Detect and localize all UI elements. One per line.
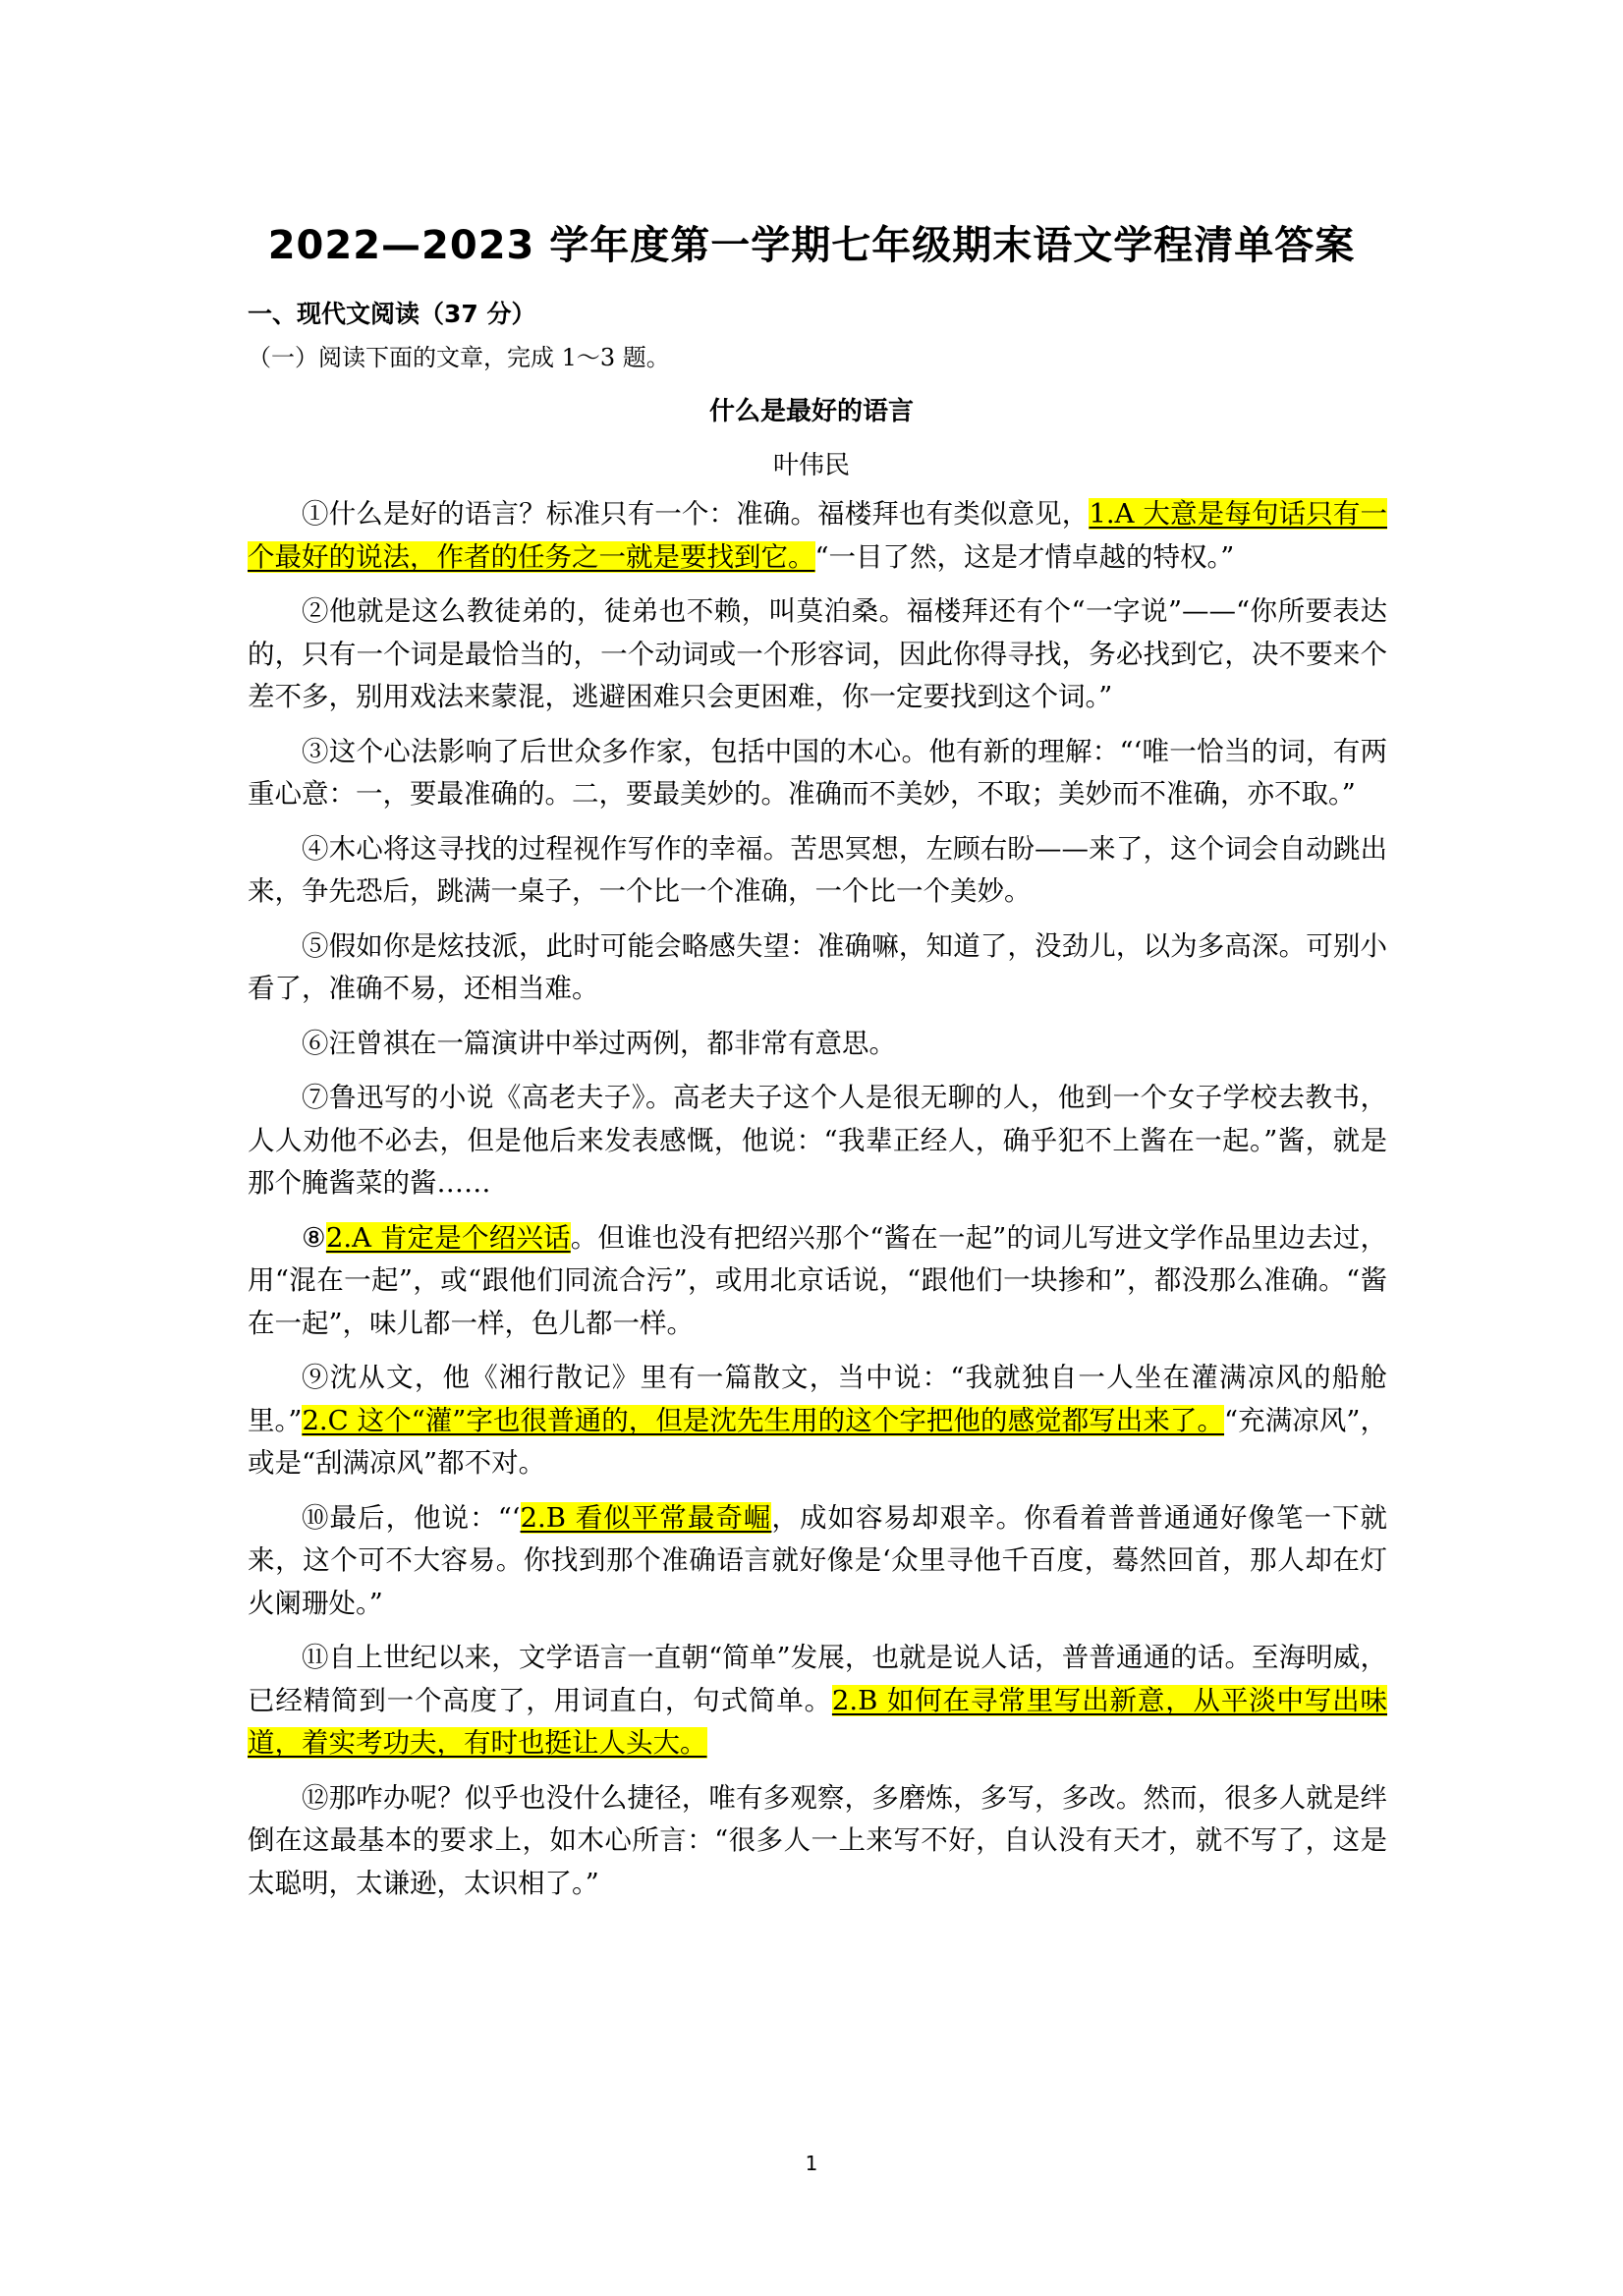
paragraph-text: ，成如容易却艰辛。你看着普普通通好像笔一下就来，这个可不大容易。你找到那个准确语言就好像是‘众里寻他千百度，蓦然回首，那人却在灯火阑珊处。” [248,1501,1388,1619]
paragraph [248,493,1387,579]
paragraph-text: ②他就是这么教徒弟的，徒弟也不赖，叫莫泊桑。福楼拜还有个“一字说”——“你所要表达的，只有一个词是最恰当的，一个动词或一个形容词，因此你得寻找，务必找到它，决不要来个差不多，别用戏法来蒙混，逃避困难只会更困难，你一定要找到这个词。” [248,595,1387,712]
paragraph-text: ⑪自上世纪以来，文学语言一直朝“简单”发展，也就是说人话，普普通通的话。至海明威，已经精简到一个高度了，用词直白，句式简单。 [248,1642,1387,1716]
article-author: 叶伟民 [772,451,850,480]
answer-highlight: 2.C 这个“灌”字也很普通的，但是沈先生用的这个字把他的感觉都写出来了。 [302,1404,1225,1436]
section-heading: 一、现代文阅读（37 分） [248,300,536,328]
paragraph-text: ③这个心法影响了后世众多作家，包括中国的木心。他有新的理解：“‘唯一恰当的词，有两重心意：一，要最准确的。二，要最美妙的。准确而不美妙，不取；美妙而不准确，亦不取。” [248,735,1387,810]
paragraph [248,1497,1387,1626]
paragraph [248,1217,1387,1346]
paragraph [248,731,1387,816]
answer-highlight: 1.A 大意是每句话只有一个最好的说法，作者的任务之一就是要找到它。 [248,498,1387,573]
paragraph-text: ⑥汪曾祺在一篇演讲中举过两例，都非常有意思。 [302,1027,896,1059]
paragraph [248,1077,1387,1205]
paragraph [248,590,1387,719]
paragraph-text: ⑦鲁迅写的小说《高老夫子》。高老夫子这个人是很无聊的人，他到一个女子学校去教书，人人劝他不必去，但是他后来发表感慨，他说：“我辈正经人，确乎犯不上酱在一起。”酱，就是那个腌酱菜的酱…… [248,1082,1387,1199]
article-title: 什么是最好的语言 [708,397,914,426]
subsection-instruction: （一）阅读下面的文章，完成 1～3 题。 [248,344,670,371]
answer-highlight: 2.B 看似平常最奇崛 [520,1501,772,1534]
page-number: 1 [805,2152,818,2175]
paragraph [248,1637,1387,1765]
paragraph [248,1023,1387,1066]
paragraph-text: “充满凉风”，或是“刮满凉风”都不对。 [248,1404,1388,1479]
paragraph-text: ⑧ [302,1221,326,1254]
document-title: 2022—2023 学年度第一学期七年级期末语文学程清单答案 [267,223,1356,268]
paragraph-text: ④木心将这寻找的过程视作写作的幸福。苦思冥想，左顾右盼——来了，这个词会自动跳出来，争先恐后，跳满一桌子，一个比一个准确，一个比一个美妙。 [248,832,1387,907]
answer-highlight: 2.B 如何在寻常里写出新意，从平淡中写出味道，着实考功夫，有时也挺让人头大。 [248,1684,1388,1759]
paragraph [248,828,1387,914]
paragraph-text: “一目了然，这是才情卓越的特权。” [814,540,1235,573]
answer-highlight: 2.A 肯定是个绍兴话 [325,1221,571,1254]
paragraph-text: ⑩最后，他说：“‘ [302,1501,521,1534]
article-body [248,493,1387,1917]
paragraph-text: 。但谁也没有把绍兴那个“酱在一起”的词儿写进文学作品里边去过，用“混在一起”，或“跟他们同流合污”，或用北京话说，“跟他们一块掺和”，都没那么准确。“酱在一起”，味儿都一样，色儿都一样。 [248,1221,1387,1339]
paragraph-text: ①什么是好的语言？标准只有一个：准确。福楼拜也有类似意见， [302,498,1090,530]
paragraph-text: ⑫那咋办呢？似乎也没什么捷径，唯有多观察，多磨炼，多写，多改。然而，很多人就是绊倒在这最基本的要求上，如木心所言：“很多人一上来写不好，自认没有天才，就不写了，这是太聪明，太谦逊，太识相了。” [248,1781,1387,1899]
paragraph-text: ⑨沈从文，他《湘行散记》里有一篇散文，当中说：“我就独自一人坐在灌满凉风的船舱里。” [248,1362,1387,1436]
paragraph-text: ⑤假如你是炫技派，此时可能会略感失望：准确嘛，知道了，没劲儿，以为多高深。可别小看了，准确不易，还相当难。 [248,929,1387,1004]
paragraph [248,1357,1387,1485]
paragraph [248,1777,1387,1906]
paragraph [248,925,1387,1011]
